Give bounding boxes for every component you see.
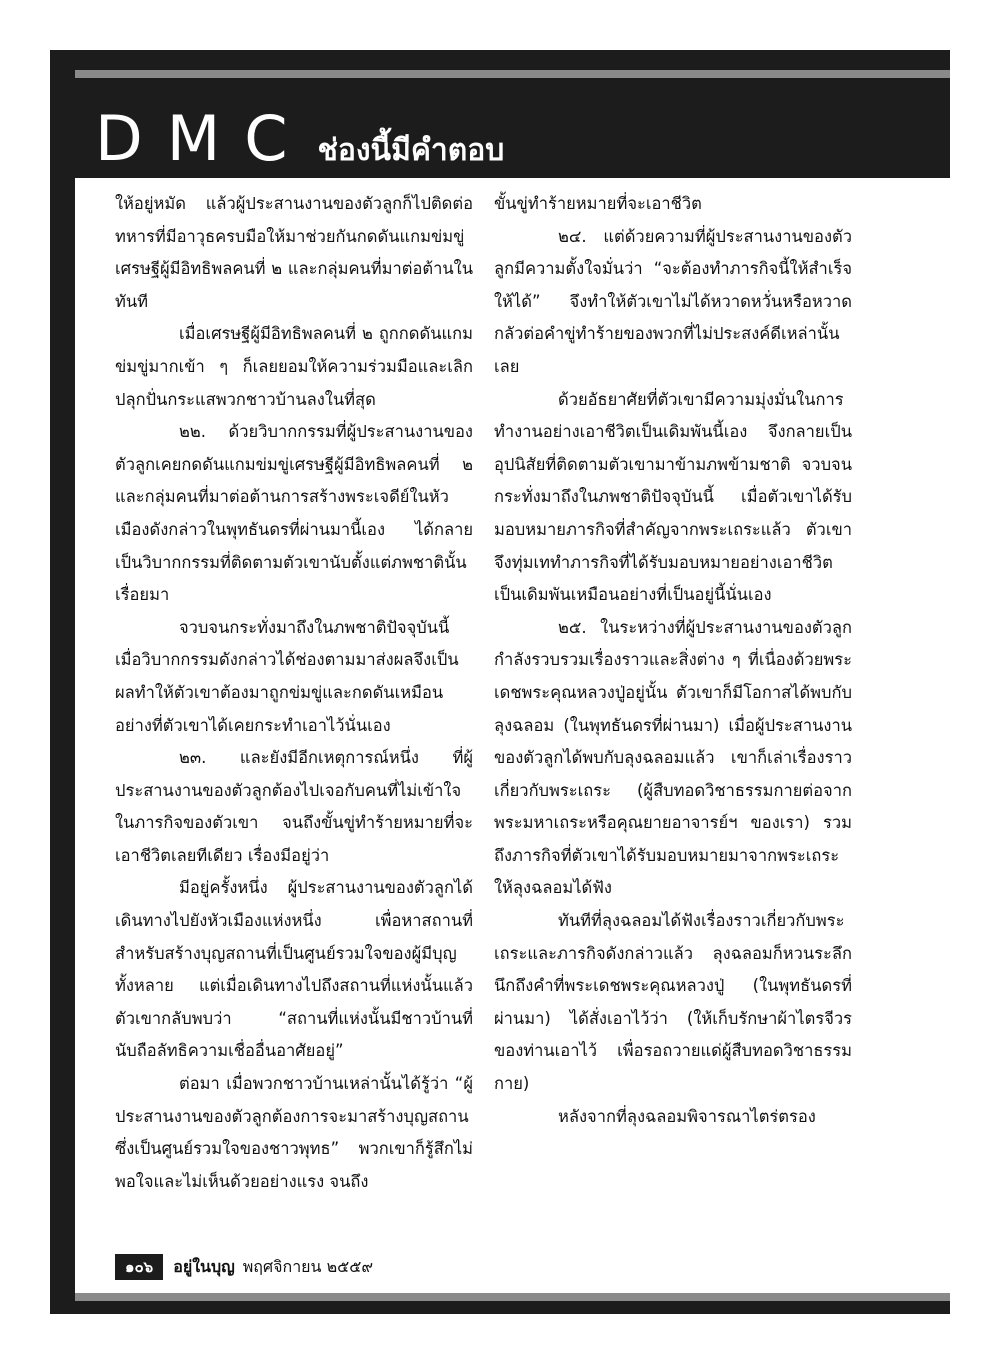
paragraph: ทันทีที่ลุงฉลอมได้ฟังเรื่องราวเกี่ยวกับพระเถระและภารกิจดังกล่าวแล้ว ลุงฉลอมก็หวนระลึกนึกถึงคำที่พระเดชพระคุณหลวงปู่ (ในพุทธันดรที่ผ่านมา) ได้สั่งเอาไว้ว่า (ให้เก็บรักษาผ้าไตรจีวรของท่านเอาไว้ เพื่อรอถวายแด่ผู้สืบทอดวิชาธรรมกาย): [494, 911, 852, 1094]
article-column-right: [494, 188, 852, 1228]
paragraph: หลังจากที่ลุงฉลอมพิจารณาไตร่ตรอง: [558, 1106, 816, 1126]
article-column-left: [115, 188, 473, 1228]
column-header: [95, 100, 505, 175]
paragraph: ขั้นขู่ทำร้ายหมายที่จะเอาชีวิต: [494, 194, 702, 213]
bottom-rule: [75, 1293, 950, 1301]
paragraph: ด้วยอัธยาศัยที่ตัวเขามีความมุ่งมั่นในการทำงานอย่างเอาชีวิตเป็นเดิมพันนี้เอง จึงกลายเป็นอุปนิสัยที่ติดตามตัวเขามาข้ามภพข้ามชาติ จวบจนกระทั่งมาถึงในภพชาติปัจจุบันนี้ เมื่อตัวเขาได้รับมอบหมายภารกิจที่สำคัญจากพระเถระแล้ว ตัวเขาจึงทุ่มเททำภารกิจที่ได้รับมอบหมายอย่างเอาชีวิตเป็นเดิมพันเหมือนอย่างที่เป็นอยู่นี้นั่นเอง: [494, 389, 852, 605]
column-tagline: ช่องนี้มีคำตอบ: [317, 133, 505, 168]
paragraph: ๒๕. ในระหว่างที่ผู้ประสานงานของตัวลูกกำลังรวบรวมเรื่องราวและสิ่งต่าง ๆ ที่เนื่องด้วยพระเดชพระคุณหลวงปู่อยู่นั้น ตัวเขาก็มีโอกาสได้พบกับลุงฉลอม (ในพุทธันดรที่ผ่านมา) เมื่อผู้ประสานงานของตัวลูกได้พบกับลุงฉลอมแล้ว เขาก็เล่าเรื่องราวเกี่ยวกับพระเถระ (ผู้สืบทอดวิชาธรรมกายต่อจากพระมหาเถระหรือคุณยายอาจารย์ฯ ของเรา) รวมถึงภารกิจที่ตัวเขาได้รับมอบหมายมาจากพระเถระให้ลุงฉลอมได้ฟัง: [494, 617, 852, 898]
paragraph: เมื่อเศรษฐีผู้มีอิทธิพลคนที่ ๒ ถูกกดดันแกมข่มขู่มากเข้า ๆ ก็เลยยอมให้ความร่วมมือและเลิกปลุกปั่นกระแสพวกชาวบ้านลงในที่สุด: [115, 324, 473, 409]
paragraph: จวบจนกระทั่งมาถึงในภพชาติปัจจุบันนี้ เมื่อวิบากกรรมดังกล่าวได้ช่องตามมาส่งผลจึงเป็นผลทำให้ตัวเขาต้องมาถูกข่มขู่และกดดันเหมือนอย่างที่ตัวเขาได้เคยกระทำเอาไว้นั่นเอง: [115, 617, 459, 735]
magazine-name: อยู่ในบุญ: [173, 1256, 235, 1276]
paragraph: ๒๔. แต่ด้วยความที่ผู้ประสานงานของตัวลูกมีความตั้งใจมั่นว่า “จะต้องทำภารกิจนี้ให้สำเร็จให้ได้” จึงทำให้ตัวเขาไม่ได้หวาดหวั่นหรือหวาดกลัวต่อคำขู่ทำร้ายของพวกที่ไม่ประสงค์ดีเหล่านั้นเลย: [494, 226, 852, 376]
paragraph: ให้อยู่หมัด แล้วผู้ประสานงานของตัวลูกก็ไปติดต่อทหารที่มีอาวุธครบมือให้มาช่วยกันกดดันแกมข่มขู่เศรษฐีผู้มีอิทธิพลคนที่ ๒ และกลุ่มคนที่มาต่อต้านในทันที: [115, 194, 473, 311]
top-rule: [75, 70, 950, 78]
issue-date: พฤศจิกายน ๒๕๕๙: [242, 1256, 374, 1276]
paragraph: ต่อมา เมื่อพวกชาวบ้านเหล่านั้นได้รู้ว่า “ผู้ประสานงานของตัวลูกต้องการจะมาสร้างบุญสถานซึ่งเป็นศูนย์รวมใจของชาวพุทธ” พวกเขาก็รู้สึกไม่พอใจและไม่เห็นด้วยอย่างแรง จนถึง: [115, 1074, 473, 1191]
paragraph: ๒๒. ด้วยวิบากกรรมที่ผู้ประสานงานของตัวลูกเคยกดดันแกมข่มขู่เศรษฐีผู้มีอิทธิพลคนที่ ๒ และกลุ่มคนที่มาต่อต้านการสร้างพระเจดีย์ในหัวเมืองดังกล่าวในพุทธันดรที่ผ่านมานี้เอง ได้กลายเป็นวิบากกรรมที่ติดตามตัวเขานับตั้งแต่ภพชาตินั้นเรื่อยมา: [115, 422, 473, 605]
brand-logo-text: DMC: [95, 102, 312, 175]
paragraph: มีอยู่ครั้งหนึ่ง ผู้ประสานงานของตัวลูกได้เดินทางไปยังหัวเมืองแห่งหนึ่ง เพื่อหาสถานที่สำหรับสร้างบุญสถานที่เป็นศูนย์รวมใจของผู้มีบุญทั้งหลาย แต่เมื่อเดินทางไปถึงสถานที่แห่งนั้นแล้ว ตัวเขากลับพบว่า “สถานที่แห่งนั้นมีชาวบ้านที่นับถือลัทธิความเชื่ออื่นอาศัยอยู่”: [115, 878, 473, 1061]
paragraph: ๒๓. และยังมีอีกเหตุการณ์หนึ่ง ที่ผู้ประสานงานของตัวลูกต้องไปเจอกับคนที่ไม่เข้าใจในภารกิจของตัวเขา จนถึงขั้นขู่ทำร้ายหมายที่จะเอาชีวิตเลยทีเดียว เรื่องมีอยู่ว่า: [115, 748, 473, 865]
page-number: ๑๐๖: [115, 1254, 163, 1280]
page-footer: [115, 1255, 373, 1279]
